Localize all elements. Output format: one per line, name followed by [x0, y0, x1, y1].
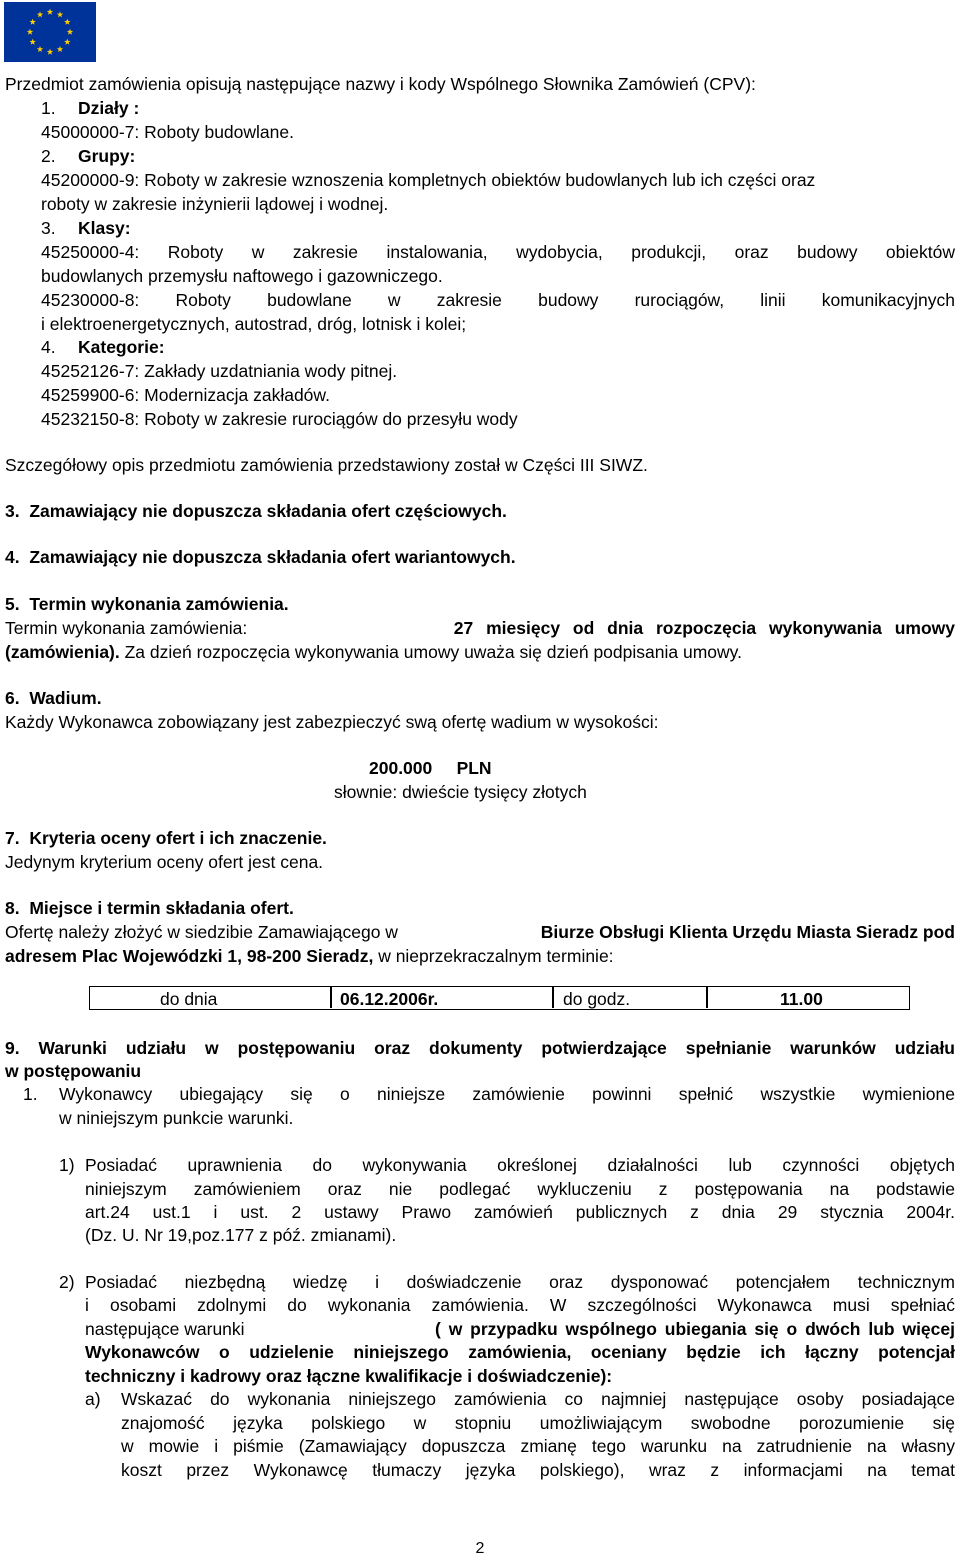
deadline-line	[5, 616, 955, 640]
condition-2-text: Posiadać niezbędną wiedzę i doświadczenie oraz dysponować potencjałem technicznym	[85, 1272, 955, 1292]
cpv-code: 45232150-8: Roboty w zakresie rurociągów do przesyłu wody	[41, 409, 518, 429]
condition-a-text: Wskazać do wykonania niniejszego zamówienia co najmniej następujące osoby posiadające	[121, 1389, 955, 1409]
place-line	[5, 920, 955, 944]
place-deadline-text: w nieprzekraczalnym terminie:	[373, 946, 614, 966]
section-7-heading: 7. Kryteria oceny ofert i ich znaczenie.	[5, 828, 327, 848]
condition-2-line	[85, 1317, 955, 1341]
cpv-code: 45230000-8: Roboty budowlane w zakresie budowy rurociągów, linii komunikacyjnych	[41, 290, 955, 310]
list-letter: a)	[85, 1389, 101, 1409]
conditions-text: w niniejszym punkcie warunki.	[59, 1108, 294, 1128]
section-4-heading: 4. Zamawiający nie dopuszcza składania ofert wariantowych.	[5, 547, 516, 567]
condition-1-text: art.24 ust.1 i ust. 2 ustawy Prawo zamówień publicznych z dnia 29 stycznia 2004r.	[85, 1202, 955, 1222]
condition-2-text: następujące warunki	[85, 1319, 245, 1339]
section-8-heading: 8. Miejsce i termin składania ofert.	[5, 898, 294, 918]
wadium-amount: 200.000 PLN	[369, 758, 492, 778]
place-office: Biurze Obsługi Klienta Urzędu Miasta Sieradz pod	[540, 922, 955, 942]
cpv-code: 45250000-4: Roboty w zakresie instalowania, wydobycia, produkcji, oraz budowy obiektów	[41, 242, 955, 262]
list-number: 1)	[59, 1155, 75, 1175]
condition-1-text: Posiadać uprawnienia do wykonywania określonej działalności lub czynności objętych	[85, 1155, 955, 1175]
condition-a-text: w mowie i piśmie (Zamawiający dopuszcza zmianę tego warunku na zatrudnienie na własny	[121, 1436, 955, 1456]
eu-flag-logo	[4, 2, 96, 62]
cpv-heading-dzialy: Działy :	[78, 98, 140, 118]
page-number: 2	[475, 1540, 485, 1557]
condition-1-text: niniejszym zamówieniem oraz nie podlegać wykluczeniu z postępowania na podstawie	[85, 1179, 955, 1199]
cpv-code: roboty w zakresie inżynierii lądowej i wodnej.	[41, 194, 389, 214]
wadium-words: słownie: dwieście tysięcy złotych	[334, 782, 587, 802]
conditions-text: Wykonawcy ubiegający się o niniejsze zamówienie powinni spełnić wszystkie wymienione	[59, 1084, 955, 1104]
section-9-heading: 9. Warunki udziału w postępowaniu oraz dokumenty potwierdzające spełnianie warunków udziału	[5, 1038, 955, 1058]
deadline-note-bold: (zamówienia).	[5, 642, 120, 662]
section-6-heading: 6. Wadium.	[5, 688, 102, 708]
condition-a-text: koszt przez Wykonawcę tłumaczy języka polskiego), wraz z informacjami na temat	[121, 1460, 955, 1480]
criteria-text: Jedynym kryterium oceny ofert jest cena.	[5, 852, 324, 872]
deadline-value: 27 miesięcy od dnia rozpoczęcia wykonywania umowy	[453, 618, 955, 638]
submission-deadline-table	[89, 986, 910, 1010]
cpv-code: 45259900-6: Modernizacja zakładów.	[41, 385, 330, 405]
cpv-item-number: 3.	[41, 218, 56, 238]
condition-1-text: (Dz. U. Nr 19,poz.177 z póź. zmianami).	[85, 1225, 397, 1245]
deadline-note-text: Za dzień rozpoczęcia wykonywania umowy uważa się dzień podpisania umowy.	[119, 642, 742, 662]
wadium-text: Każdy Wykonawca zobowiązany jest zabezpieczyć swą ofertę wadium w wysokości:	[5, 712, 659, 732]
deadline-note	[5, 640, 960, 664]
condition-a-text: znajomość języka polskiego w stopniu umożliwiającym swobodne porozumienie się	[121, 1413, 955, 1433]
section-9-heading-cont: w postępowaniu	[5, 1061, 142, 1081]
table-divider	[552, 987, 554, 1008]
list-number: 1.	[23, 1084, 38, 1104]
list-number: 2)	[59, 1272, 75, 1292]
cpv-heading-klasy: Klasy:	[78, 218, 131, 238]
table-cell-time: 11.00	[780, 989, 823, 1009]
place-address-line	[5, 944, 960, 968]
detail-reference: Szczegółowy opis przedmiotu zamówienia przedstawiony został w Części III SIWZ.	[5, 455, 648, 475]
cpv-code: budowlanych przemysłu naftowego i gazowniczego.	[41, 266, 443, 286]
condition-2-bold: Wykonawców o udzielenie niniejszego zamówienia, oceniany będzie ich łączny potencjał	[85, 1342, 955, 1362]
deadline-label: Termin wykonania zamówienia:	[5, 618, 248, 638]
table-cell-label: do dnia	[160, 989, 218, 1009]
cpv-heading-grupy: Grupy:	[78, 146, 136, 166]
table-cell-date: 06.12.2006r.	[340, 989, 439, 1009]
condition-2-text: i osobami zdolnymi do wykonania zamówienia. W szczególności Wykonawca musi spełniać	[85, 1295, 955, 1315]
cpv-heading-kategorie: Kategorie:	[78, 337, 165, 357]
table-cell-label: do godz.	[563, 989, 631, 1009]
place-address: adresem Plac Wojewódzki 1, 98-200 Sieradz,	[5, 946, 374, 966]
cpv-code: 45252126-7: Zakłady uzdatniania wody pitnej.	[41, 361, 398, 381]
cpv-item-number: 4.	[41, 337, 56, 357]
condition-2-bold: techniczny i kadrowy oraz łączne kwalifikacje i doświadczenie):	[85, 1366, 613, 1386]
cpv-code: 45200000-9: Roboty w zakresie wznoszenia kompletnych obiektów budowlanych lub ich części oraz	[41, 170, 816, 190]
section-3-heading: 3. Zamawiający nie dopuszcza składania ofert częściowych.	[5, 501, 507, 521]
cpv-item-number: 1.	[41, 98, 56, 118]
cpv-intro: Przedmiot zamówienia opisują następujące nazwy i kody Wspólnego Słownika Zamówień (CPV):	[5, 74, 756, 94]
table-divider	[330, 987, 332, 1008]
cpv-item-number: 2.	[41, 146, 56, 166]
cpv-code: 45000000-7: Roboty budowlane.	[41, 122, 294, 142]
table-divider	[706, 987, 708, 1008]
condition-2-bold: ( w przypadku wspólnego ubiegania się o dwóch lub więcej	[435, 1319, 955, 1339]
place-text: Ofertę należy złożyć w siedzibie Zamawiającego w	[5, 922, 398, 942]
cpv-code: i elektroenergetycznych, autostrad, dróg, lotnisk i kolei;	[41, 314, 467, 334]
section-5-heading: 5. Termin wykonania zamówienia.	[5, 594, 289, 614]
